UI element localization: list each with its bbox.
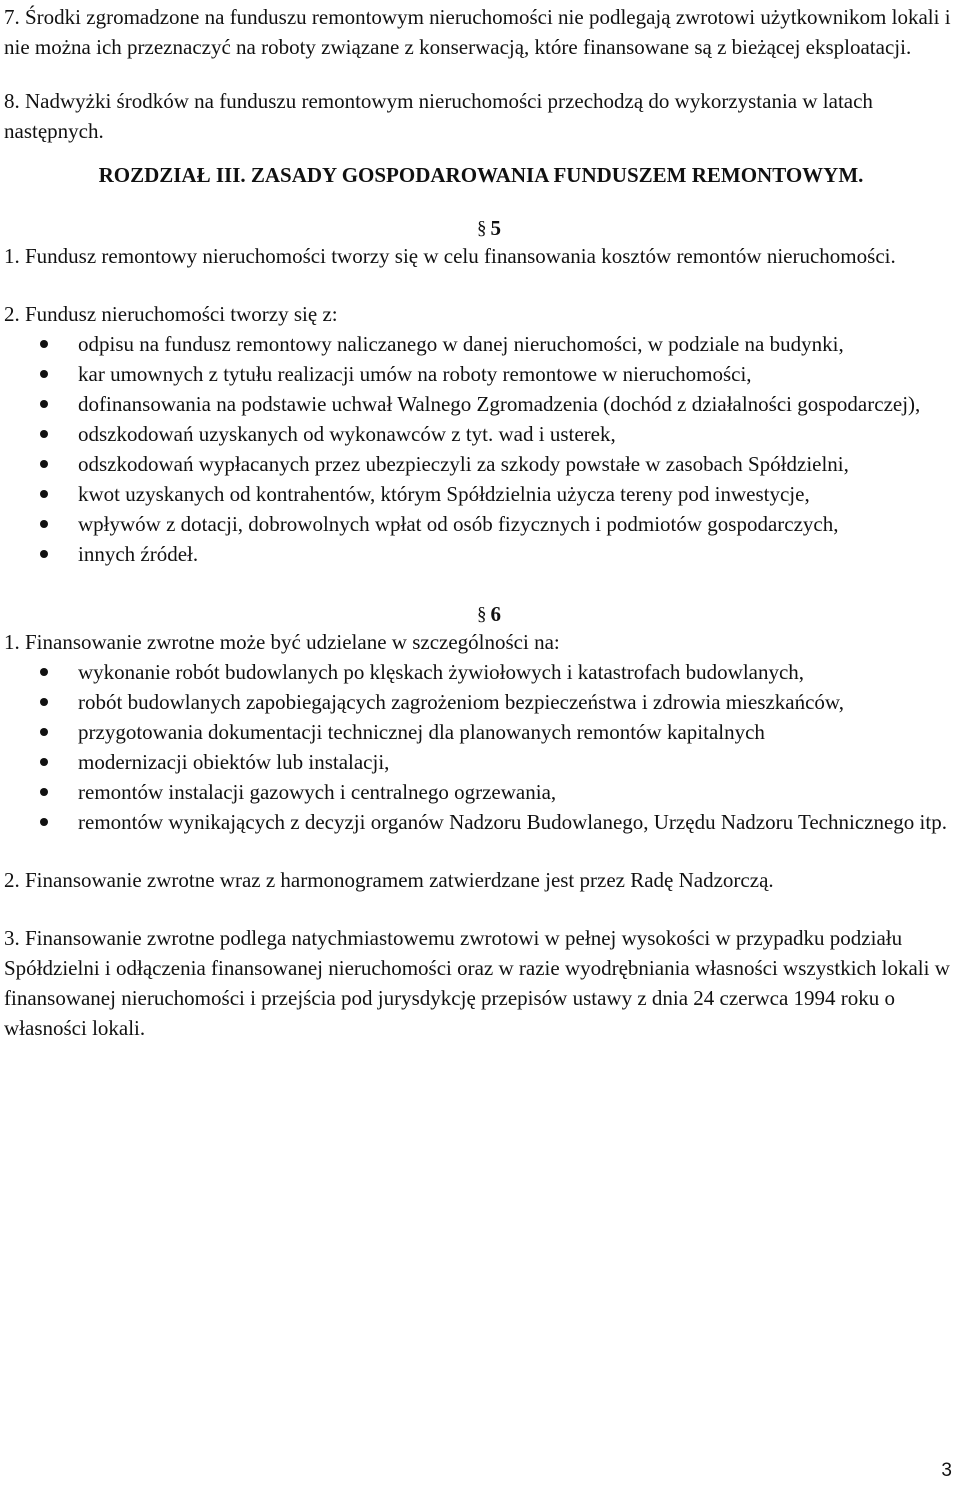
section5-paragraph-1: 1. Fundusz remontowy nieruchomości tworzy się w celu finansowania kosztów remontów nieruchomości.	[4, 244, 896, 268]
bullet-icon	[40, 758, 48, 766]
bullet-icon	[40, 340, 48, 348]
section-heading-5	[4, 211, 956, 241]
bullet-icon	[40, 668, 48, 676]
list-item	[4, 717, 956, 747]
section-symbol: §	[477, 604, 487, 625]
list-item	[4, 419, 956, 449]
bullet-icon	[40, 550, 48, 558]
list-item	[4, 539, 956, 569]
document-page	[4, 2, 956, 1043]
list-item	[4, 777, 956, 807]
bullet-icon	[40, 400, 48, 408]
list-item-text: modernizacji obiektów lub instalacji,	[78, 750, 390, 774]
bullet-icon	[40, 788, 48, 796]
bullet-icon	[40, 430, 48, 438]
section6-paragraph-3: 3. Finansowanie zwrotne podlega natychmiastowemu zwrotowi w pełnej wysokości w przypadku podziału Spółdzielni i odłączenia finansowanej nieruchomości oraz w razie wyodrębniania własności wszystkich lokali w finansowanej nieruchomości i przejścia pod jurysdykcję przepisów ustawy z dnia 24 czerwca 1994 roku o własności lokali.	[4, 926, 950, 1040]
list-item	[4, 359, 956, 389]
section-number: 6	[490, 602, 501, 626]
section6-paragraph-1: 1. Finansowanie zwrotne może być udzielane w szczególności na:	[4, 630, 560, 654]
bullet-icon	[40, 728, 48, 736]
list-item	[4, 389, 956, 419]
paragraph-8: 8. Nadwyżki środków na funduszu remontowym nieruchomości przechodzą do wykorzystania w latach następnych.	[4, 89, 873, 143]
list-item-text: kar umownych z tytułu realizacji umów na roboty remontowe w nieruchomości,	[78, 362, 752, 386]
list-item-text: innych źródeł.	[78, 542, 199, 566]
chapter-title: ROZDZIAŁ III. ZASADY GOSPODAROWANIA FUNDUSZEM REMONTOWYM.	[98, 163, 864, 187]
list-item	[4, 807, 956, 837]
section-symbol: §	[477, 218, 487, 239]
list-item-text: dofinansowania na podstawie uchwał Walnego Zgromadzenia (dochód z działalności gospodarczej),	[78, 392, 921, 416]
section6-paragraph-2: 2. Finansowanie zwrotne wraz z harmonogramem zatwierdzane jest przez Radę Nadzorczą.	[4, 868, 774, 892]
list-item	[4, 509, 956, 539]
bullet-icon	[40, 520, 48, 528]
list-item	[4, 657, 956, 687]
section-heading-6	[4, 597, 956, 627]
bullet-icon	[40, 460, 48, 468]
page-number: 3	[941, 1460, 952, 1481]
list-item-text: robót budowlanych zapobiegających zagrożeniom bezpieczeństwa i zdrowia mieszkańców,	[78, 690, 844, 714]
list-item-text: remontów instalacji gazowych i centralnego ogrzewania,	[78, 780, 557, 804]
list-item-text: przygotowania dokumentacji technicznej dla planowanych remontów kapitalnych	[78, 720, 765, 744]
list-item	[4, 687, 956, 717]
section5-paragraph-2: 2. Fundusz nieruchomości tworzy się z:	[4, 302, 338, 326]
list-item	[4, 329, 956, 359]
paragraph-7: 7. Środki zgromadzone na funduszu remontowym nieruchomości nie podlegają zwrotowi użytkownikom lokali i nie można ich przeznaczyć na roboty związane z konserwacją, które finansowane są z bieżącej eksploatacji.	[4, 5, 951, 59]
section6-list	[4, 657, 956, 837]
list-item	[4, 449, 956, 479]
section-number: 5	[490, 216, 501, 240]
bullet-icon	[40, 370, 48, 378]
list-item-text: kwot uzyskanych od kontrahentów, którym Spółdzielnia użycza tereny pod inwestycje,	[78, 482, 810, 506]
bullet-icon	[40, 818, 48, 826]
bullet-icon	[40, 490, 48, 498]
list-item-text: remontów wynikających z decyzji organów Nadzoru Budowlanego, Urzędu Nadzoru Technicznego itp.	[78, 810, 947, 834]
list-item-text: odszkodowań uzyskanych od wykonawców z tyt. wad i usterek,	[78, 422, 616, 446]
list-item-text: wykonanie robót budowlanych po klęskach żywiołowych i katastrofach budowlanych,	[78, 660, 805, 684]
list-item-text: odpisu na fundusz remontowy naliczanego w danej nieruchomości, w podziale na budynki,	[78, 332, 844, 356]
list-item-text: odszkodowań wypłacanych przez ubezpieczyli za szkody powstałe w zasobach Spółdzielni,	[78, 452, 849, 476]
list-item	[4, 747, 956, 777]
bullet-icon	[40, 698, 48, 706]
list-item-text: wpływów z dotacji, dobrowolnych wpłat od osób fizycznych i podmiotów gospodarczych,	[78, 512, 839, 536]
section5-list	[4, 329, 956, 569]
list-item	[4, 479, 956, 509]
